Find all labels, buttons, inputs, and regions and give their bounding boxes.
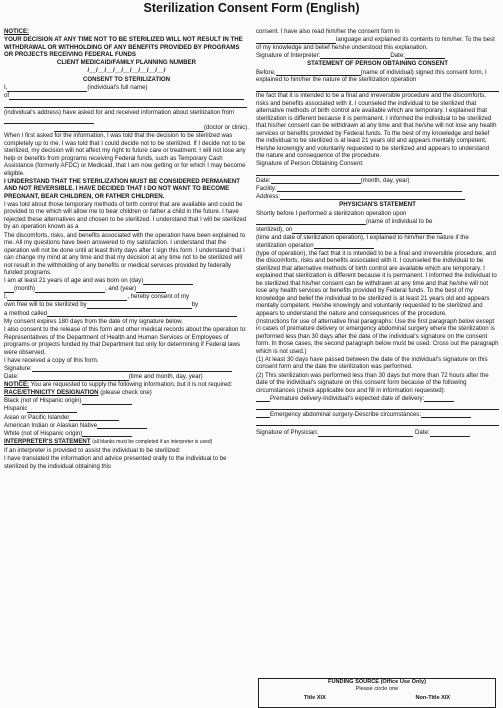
language-field[interactable] [256, 37, 336, 44]
interpreter-text-2: I have translated the information and advice presented orally to the individual to be sterilized by the individual obtaining this [4, 455, 227, 470]
physician-para-1 [256, 234, 499, 249]
paragraph-3-text: I was told about those temporary methods of birth control that are available and could be provided to me which will allow me to bear children or father a child in the future. I have rejected these alternatives and chosen to be sterilized. I understand that I will be sterilized by an operation known as a [4, 200, 247, 231]
date-label: Date: [4, 373, 19, 381]
person-signature-row [256, 160, 499, 168]
continuation-row [256, 28, 499, 36]
race-option-2[interactable] [4, 414, 249, 422]
person-signature-label: Signature of Person Obtaining Consent: [256, 160, 364, 168]
emergency-line [256, 419, 499, 427]
birth-day-field[interactable] [143, 278, 193, 285]
alternative-2: (2) This sterilization was performed less than 30 days but more than 72 hours after the date of the individual's signature on this consent form because of the following circumstances (check applicable box and fill in information requested): [256, 371, 489, 394]
hereby-label: , hereby consent of my [127, 293, 190, 301]
notice-2-body: You are requested to supply the following information, but it is not required: [30, 381, 233, 389]
person-heading: STATEMENT OF PERSON OBTAINING CONSENT [307, 60, 448, 68]
race-heading-row [4, 389, 249, 397]
race-label-2: Asian or Pacific Islander [4, 413, 70, 421]
address-label: Address: [256, 192, 281, 200]
notice-heading: NOTICE: [4, 28, 30, 35]
release-text: I also consent to the release of this form and other medical records about the operation to: [4, 325, 247, 333]
free-will-row [4, 301, 249, 309]
doctor-row [4, 124, 249, 132]
person-date-field[interactable] [271, 177, 361, 184]
address-line-2 [4, 100, 249, 108]
physician-date-field[interactable] [430, 430, 470, 437]
left-column [4, 28, 249, 471]
funding-subheading: Please circle one [355, 685, 399, 692]
shortly-text: Shortly before I performed a sterilization operation upon [256, 209, 407, 217]
by-label: by [191, 301, 199, 309]
emergency-detail-field-2[interactable] [256, 419, 499, 426]
date-format-label: (time and month, day, year) [128, 373, 203, 381]
person-date-row [256, 177, 499, 185]
premature-check[interactable] [256, 395, 270, 402]
notice-body: YOUR DECISION AT ANY TIME NOT TO BE STERILIZED WILL NOT RESULT IN THE WITHDRAWAL OR WITHHOLDING OF ANY BENEFITS PROVIDED BY PROGRAMS OR PROJECTS RECEIVING FEDERAL FUNDS [4, 36, 243, 59]
expires-text: My consent expires 180 days from the date of my signature below. [4, 317, 183, 325]
age-row [4, 277, 249, 285]
race-label-1: Hispanic [4, 405, 28, 413]
race-heading: RACE/ETHNICITY DESIGNATION [4, 389, 99, 397]
consenting-name-field[interactable] [7, 294, 127, 301]
physician-field[interactable] [87, 302, 192, 309]
emergency-row[interactable] [256, 411, 499, 419]
physician-heading: PHYSICIAN'S STATEMENT [339, 201, 416, 209]
signature-label: Signature: [4, 364, 32, 372]
client-number-label: CLIENT MEDICAID/FAMILY PLANNING NUMBER [56, 59, 197, 67]
person-operation-row [256, 84, 499, 92]
emergency-detail-field[interactable] [421, 411, 471, 418]
person-operation-field[interactable] [256, 85, 499, 92]
i-label: I, [4, 293, 8, 301]
interpreter-date-field[interactable] [405, 52, 445, 59]
individual-name-field[interactable] [7, 85, 87, 92]
race-label-3: American Indian or Alaskan Native [4, 421, 98, 429]
individual-name-label: (individual's full name) [87, 84, 148, 92]
race-option-1[interactable] [4, 405, 249, 413]
operation-date-field[interactable] [292, 227, 442, 234]
consent-heading: CONSENT TO STERILIZATION [82, 75, 171, 83]
person-date-label: Date: [256, 176, 271, 184]
address-field-2[interactable] [4, 101, 247, 108]
interpreter-signature-row [256, 52, 499, 60]
race-check-4[interactable] [82, 430, 132, 437]
free-will-label: own free will to be sterilized by [4, 301, 87, 309]
sterilized-on-label: sterilized), on [256, 226, 293, 234]
race-label-0: Black (not of Hispanic origin) [4, 397, 82, 405]
method-label: a method called [4, 309, 48, 317]
interpreter-text-1: If an interpreter is provided to assist the individual to be sterilized: [4, 446, 181, 454]
person-body: the fact that it is intended to be a final and irreversible procedure and the discomforts, risks and benefits associated with it. I counseled the individual to be sterilized that alternative methods of birth control are available which are temporary. I explained that sterilization is different because it is permanent. I informed the individual to be sterilized that his/her consent can be withdrawn at any time and that he/she will not lose any health services or benefits provided by Federal funds. To the best of my knowledge and belief the individual to be sterilized is at least 21 years old and appears mentally competent. He/she knowingly and voluntarily requested to be sterilized and appears to understand the nature and consequence of the procedure. [256, 92, 497, 160]
interpreter-signature-label: Signature of Interpreter: [256, 51, 321, 59]
paragraph-4: The discomforts, risks, and benefits associated with the operation have been explained to me. All my questions have been answered to my satisfaction. I understand that the operation will not be done until at least thirty days after I sign this form. I understand that I can change my mind at any time and that my decision at any time not to be sterilized will not result in the withholding of any benefits or medical services provided by federally funded programs. [4, 231, 246, 277]
person-signature-field[interactable] [256, 169, 499, 176]
before-label: Before, [256, 68, 276, 76]
physician-signature-row [256, 429, 499, 437]
premature-label: Premature delivery-Individual's expected date of delivery: [270, 394, 425, 402]
race-option-4[interactable] [4, 430, 249, 438]
client-number-boxes[interactable]: /__/__/__/__/__/__/__/__/__/ [87, 67, 166, 75]
signature-row [4, 365, 249, 373]
birth-month-field[interactable] [35, 286, 105, 293]
interpreter-date-label: Date: [390, 51, 405, 59]
race-note: (please check one) [100, 389, 152, 397]
interpreter-signature-field[interactable] [320, 52, 390, 59]
address-paragraph-text: (individual's address) have asked for and received information about sterilization from [4, 108, 235, 116]
representatives-text: Representatives of the Department of Health and Human Services or Employees of programs or projects funded by that Department but only for determining if Federal laws were observed. [4, 333, 241, 356]
right-column [256, 28, 499, 437]
patient-name-note: (name of individual to be [366, 217, 433, 225]
interpreter-heading: INTERPRETER'S STATEMENT [4, 437, 91, 445]
funding-option-title-xix[interactable]: Title XIX [303, 694, 326, 701]
person-date-format: (month, day, year) [360, 176, 410, 184]
language-row [256, 36, 499, 51]
facility-address-field[interactable] [280, 193, 465, 200]
continuation-text: consent. I have also read him/her the consent form in [256, 28, 400, 35]
race-label-4: White (not of Hispanic origin) [4, 429, 83, 437]
individual-name-row: I, (individual's full name) [4, 84, 148, 92]
premature-date-field[interactable] [424, 395, 454, 402]
interpreter-heading-row [4, 438, 249, 447]
emergency-check[interactable] [256, 411, 270, 418]
race-option-0[interactable] [4, 397, 249, 405]
instructions: (Instructions for use of alternative final paragraphs: Use the first paragraph below except in cases of premature delivery or emergency abdominal surgery where the sterilization is performed less than 30 days after the date of the individual's signature on the consent form. In those cases, the second paragraph below must be used. Cross out the paragraph which is not used.) [256, 317, 499, 355]
date-field[interactable] [19, 374, 129, 381]
race-check-2[interactable] [69, 414, 119, 421]
physician-signature-label: Signature of Physician: [256, 429, 319, 437]
race-check-3[interactable] [97, 422, 147, 429]
year-label: , and (year) [105, 285, 137, 293]
premature-line [256, 403, 499, 411]
funding-source-box [258, 678, 496, 708]
funding-option-non-title-xix[interactable]: Non-Title XIX [415, 694, 451, 701]
language-text: language and explained its contents to him/her. To the best of my knowledge and belief he/she understood this explanation. [256, 36, 495, 51]
funding-heading: FUNDING SOURCE (Office Use Only) [328, 679, 426, 685]
funding-options [259, 695, 495, 702]
form-title: Sterilization Consent Form (English) [143, 1, 360, 15]
notice-2-heading: NOTICE: [4, 381, 30, 389]
patient-name-field[interactable] [256, 218, 366, 225]
physician-signature-field[interactable] [318, 430, 413, 437]
person-name-field[interactable] [276, 69, 361, 76]
paragraph-3 [4, 201, 249, 231]
physician-para-2: (type of operation), the fact that it is intended to be a final and irreversible procedure, and the discomforts, risks and benefits associated with it. I counseled the individual to be sterilized that alternative methods of birth control are available which are temporary. I explained that sterilization is different because it is permanent. I informed the individual to be sterilized that his/her consent can be withdrawn at any time and that he/she will not lose any health services or benefits provided by Federal funds. To the best of my knowledge and belief the individual to be sterilized is at least 21 years old and appears mentally competent. He/she knowingly and voluntarily requested to be sterilized and appears to understand the nature and consequences of the procedure. [256, 249, 497, 317]
facility-label: Facility: [256, 184, 277, 192]
race-check-1[interactable] [27, 406, 77, 413]
of-row [4, 92, 249, 100]
sterilized-on-row [256, 226, 499, 234]
operation-type-field[interactable] [314, 242, 374, 249]
paragraph-2: I UNDERSTAND THAT THE STERILIZATION MUST BE CONSIDERED PERMANENT AND NOT REVERSIBLE. I HAVE DECIDED THAT I DO NOT WANT TO BECOME PREGNANT, BEAR CHILDREN, OR FATHER CHILDREN. [4, 177, 240, 200]
emergency-label: Emergency abdominal surgery-Describe circumstances: [270, 410, 422, 418]
alternative-1: (1) At least 30 days have passed between the date of the individual's signature on this consent form and the date the sterilization was performed. [256, 355, 488, 371]
before-row [256, 69, 499, 84]
physician-date-label: Date: [415, 429, 430, 437]
doctor-label: (doctor or clinic). [203, 124, 249, 132]
facility-field[interactable] [277, 185, 462, 192]
facility-row [256, 185, 499, 193]
doctor-field[interactable] [54, 125, 204, 132]
method-row [4, 310, 249, 318]
method-field[interactable] [47, 310, 237, 317]
notice-2 [4, 381, 249, 389]
operation-name-field[interactable] [79, 224, 139, 231]
consent-row [4, 293, 249, 301]
date-row [4, 373, 249, 381]
birth-month-field-pre[interactable] [4, 286, 14, 293]
person-name-note: (name of individual) signed this consent form, I explained to him/her the nature of the sterilization operation [256, 68, 487, 84]
info-source-field[interactable] [4, 117, 94, 124]
person-signature-line [256, 169, 499, 177]
race-option-3[interactable] [4, 422, 249, 430]
of-label: of [4, 92, 10, 100]
address-row [256, 193, 499, 201]
physician-para-1-text: (time and date of sterilization operation), I explained to him/her the nature if the sterilization operation [256, 234, 469, 249]
month-label: (month) [14, 285, 35, 293]
address-paragraph [4, 109, 249, 124]
interpreter-note: (all blanks must be completed if an interpreter is used) [92, 438, 213, 445]
premature-row[interactable] [256, 395, 499, 403]
race-check-0[interactable] [82, 398, 132, 405]
copy-text: I have received a copy of this form. [4, 356, 99, 364]
age-label: I am at least 21 years of age and was born on (day) [4, 277, 144, 285]
birth-year-field[interactable] [136, 286, 166, 293]
patient-name-row [256, 218, 499, 226]
signature-field[interactable] [32, 365, 232, 372]
address-field[interactable] [9, 93, 244, 100]
month-row [4, 285, 249, 293]
paragraph-1: When I first asked for the information, I was told that the decision to be sterilized was completely up to me. I was told that I could decide not to be sterilized. If I decide not to be sterilized, my decision will not affect my right to future care or treatment. I will not lose any help or benefits from programs receiving Federal funds, such as Temporary Cash Assistance (formerly AFDC) or Medicaid, that I am now getting or for which I may become eligible. [4, 132, 246, 177]
premature-detail-field[interactable] [256, 403, 499, 410]
